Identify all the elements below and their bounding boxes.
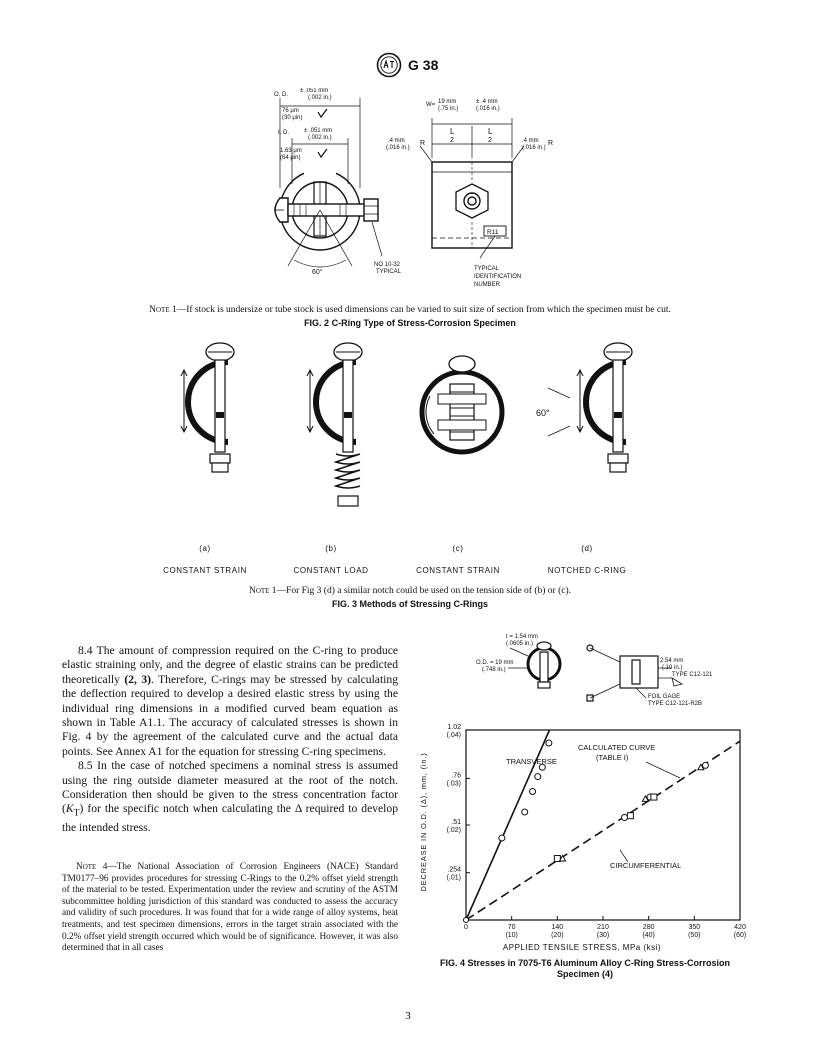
x-tick-label: 70 [507,924,516,931]
p84-a: 8.4 The amount of compression required on the C-ring to produce elastic straining only, and the degree of elastic strains can be predicted theoretically [62,644,398,686]
data-point [535,774,541,780]
gage-type: TYPE C12-121 [672,672,713,678]
x-tick-sublabel: (50) [688,932,701,939]
fig4-caption: FIG. 4 Stresses in 7075-T6 Aluminum Alloy C-Ring Stress-Corrosion Specimen (4) [440,958,730,979]
od-eq: O.D. = 19 mm [476,660,514,666]
note4-prefix: Note 4 [76,862,108,872]
y-tick-label: 1.02 [447,724,461,731]
od-tol: ± .051 mm [300,88,329,94]
fig3-a-letter: (a) [199,544,211,553]
ident2: IDENTIFICATION [474,274,522,280]
x-tick-label: 210 [597,924,609,931]
finish1: 76 μm [282,108,299,114]
fig3-c-label: CONSTANT STRAIN [416,566,500,575]
p85-k: K [65,802,74,816]
x-tick-sublabel: (10) [505,932,518,939]
fig3-b-label: CONSTANT LOAD [293,566,369,575]
x-tick-sublabel: (30) [596,932,610,939]
p84-b: . Therefore, C-rings may be stressed by calculating the deflection required to develop a desired elastic stress by using the individual ring dimensions in a modified curved beam equation as shown in Table A1.1. The accuracy of calculated stresses is shown in Fig. 4 by the agreement of the calculated curve and the actual data points. See Annex A1 for the equation for stressing C-ring specimens. [62,672,398,758]
data-point [522,809,528,815]
width-tol: ± .4 mm [476,99,498,105]
fig3-d-label: NOTCHED C-RING [547,566,627,575]
note4-text: —The National Association of Corrosion Engineers (NACE) Standard TM0177–96 provides procedures for stressing C-Rings to the 0.2% offset yield strength of the material to be tested. Experimentation under the review and scrutiny of the ASTM subcommittee holding jurisdiction of this standard was conducted to assess the accuracy and validity of such procedures. It was found that for a wide range of alloy systems, heat treatments, and test specimen dimensions, errors in the target strain associated with the 0.2% offset yield strength occurred which would be of significance. However, it was also determined that in all cases [62,862,398,954]
fig4-specimen [410,628,750,724]
r-left: R [420,140,426,147]
x-tick-sublabel: (40) [642,932,655,939]
y-tick-sublabel: (.02) [446,827,461,834]
id-tol-in: (.002 in.) [308,135,332,141]
data-point [546,740,552,746]
r-right-in: (.016 in.) [522,145,546,151]
p85-b: ) for the specific notch when calculating the Δ required to develop the intended stress. [62,802,398,835]
id-tol: ± .051 mm [304,128,333,134]
note-4 [62,862,398,955]
finish2: 1.63 μm [280,148,302,154]
y-tick-sublabel: (.03) [446,780,461,788]
y-tick-label: .76 [451,772,461,780]
half-l-left: L [450,127,455,136]
series-transverse-label: TRANSVERSE [506,757,557,766]
data-point [499,835,505,841]
series-circumferential-label: CIRCUMFERENTIAL [610,861,682,870]
width-mm: 19 mm [438,99,457,105]
x-tick-sublabel: (60) [733,932,747,939]
finish2-in: (64 μin) [280,155,301,161]
fig2-note [60,305,760,315]
y-tick-sublabel: (.01) [446,874,461,882]
section-8-4 [62,644,398,836]
r-left-mm: .4 mm [388,138,405,144]
page-header [376,52,438,78]
fig2-note-prefix: Note 1 [149,305,177,315]
gage-in: (.10 in.) [662,665,683,671]
gage-mm: 2.54 mm [660,658,684,664]
od-label: O. D. [274,92,289,98]
data-point [651,794,657,800]
x-tick-label: 140 [551,924,564,931]
width-tol-in: (.016 in.) [476,106,500,112]
fig3-panel-d [536,343,632,472]
data-point [627,813,633,819]
fig3-a-label: CONSTANT STRAIN [163,566,247,575]
ident3: NUMBER [474,282,501,288]
origin-point [464,918,469,923]
x-tick-sublabel: (20) [551,932,564,939]
angle-label: 60° [312,269,323,276]
y-tick-label: .51 [451,819,461,826]
ident1: TYPICAL [474,266,500,272]
fig3-note-prefix: Note 1 [248,586,277,596]
x-tick-label: 350 [688,924,701,931]
width-label: W= [426,102,436,108]
data-point [702,762,708,768]
fig3-panel-b [307,343,362,506]
fig3-caption: FIG. 3 Methods of Stressing C-Rings [331,599,488,609]
fig2-drawing [260,88,560,298]
t-label: t = 1.54 mm [506,634,538,640]
r-right: R [548,140,554,147]
x-tick-label: 280 [642,924,655,931]
r-left-in: (.016 in.) [386,145,410,151]
ident-mark: R11 [487,229,499,236]
bolt-label2: TYPICAL [376,269,402,275]
p85-sub: T [73,807,80,819]
x-tick-label: 0 [464,924,468,931]
t-label-in: (.0605 in.) [506,641,534,647]
p85-a: 8.5 In the case of notched specimens a nominal stress is assumed using the ring outside diameter measured at the root of the notch. Consideration then should be given to the stress concentration factor ( [62,759,398,816]
calc-curve-label2: (TABLE I) [596,753,629,762]
half-2-right: 2 [488,137,492,144]
chart-ylabel: DECREASE IN O.D. (Δ), mm, (in.) [419,752,428,892]
standard-code: G 38 [408,57,439,73]
id-label: I. D. [278,130,290,136]
fig4-chart [410,722,750,954]
half-2-left: 2 [450,137,454,144]
calc-curve-label: CALCULATED CURVE [578,743,656,752]
fig3-angle: 60° [536,408,550,418]
y-tick-sublabel: (.04) [446,732,461,739]
foil2: TYPE C12-121-R2B [648,701,703,707]
bolt-label: NO 10-32 [374,262,401,268]
od-eq-in: (.748 in.) [482,667,506,673]
fig3-panel-c [422,356,502,452]
fig3-b-letter: (b) [325,544,337,553]
y-tick-label: .254 [447,866,461,874]
astm-logo-icon [376,52,402,78]
page-number: 3 [405,1010,411,1022]
chart-xlabel: APPLIED TENSILE STRESS, MPa (ksi) [502,943,662,952]
fig3-drawings [150,342,670,542]
finish1-in: (30 μin) [282,115,303,121]
x-tick-label: 420 [734,924,746,931]
od-tol-in: (.002 in.) [308,95,332,101]
data-point [530,788,536,794]
fig3-note [60,586,760,596]
fig2-note-text: —If stock is undersize or tube stock is used dimensions can be varied to suit size of section from which the specimen must be cut. [176,305,671,315]
fig3-panel-a [181,343,234,472]
r-right-mm: .4 mm [522,138,539,144]
data-point [622,815,628,821]
foil1: FOIL GAGE [648,694,681,700]
fig2-caption: FIG. 2 C-Ring Type of Stress-Corrosion Specimen [304,318,516,328]
p84-ref: (2, 3) [124,672,151,686]
fig3-c-letter: (c) [452,544,464,553]
fig3-note-text: —For Fig 3 (d) a similar notch could be used on the tension side of (b) or (c). [276,586,572,596]
fig3-d-letter: (d) [581,544,593,553]
width-in: (.75 in.) [438,106,459,112]
half-l-right: L [488,127,493,136]
